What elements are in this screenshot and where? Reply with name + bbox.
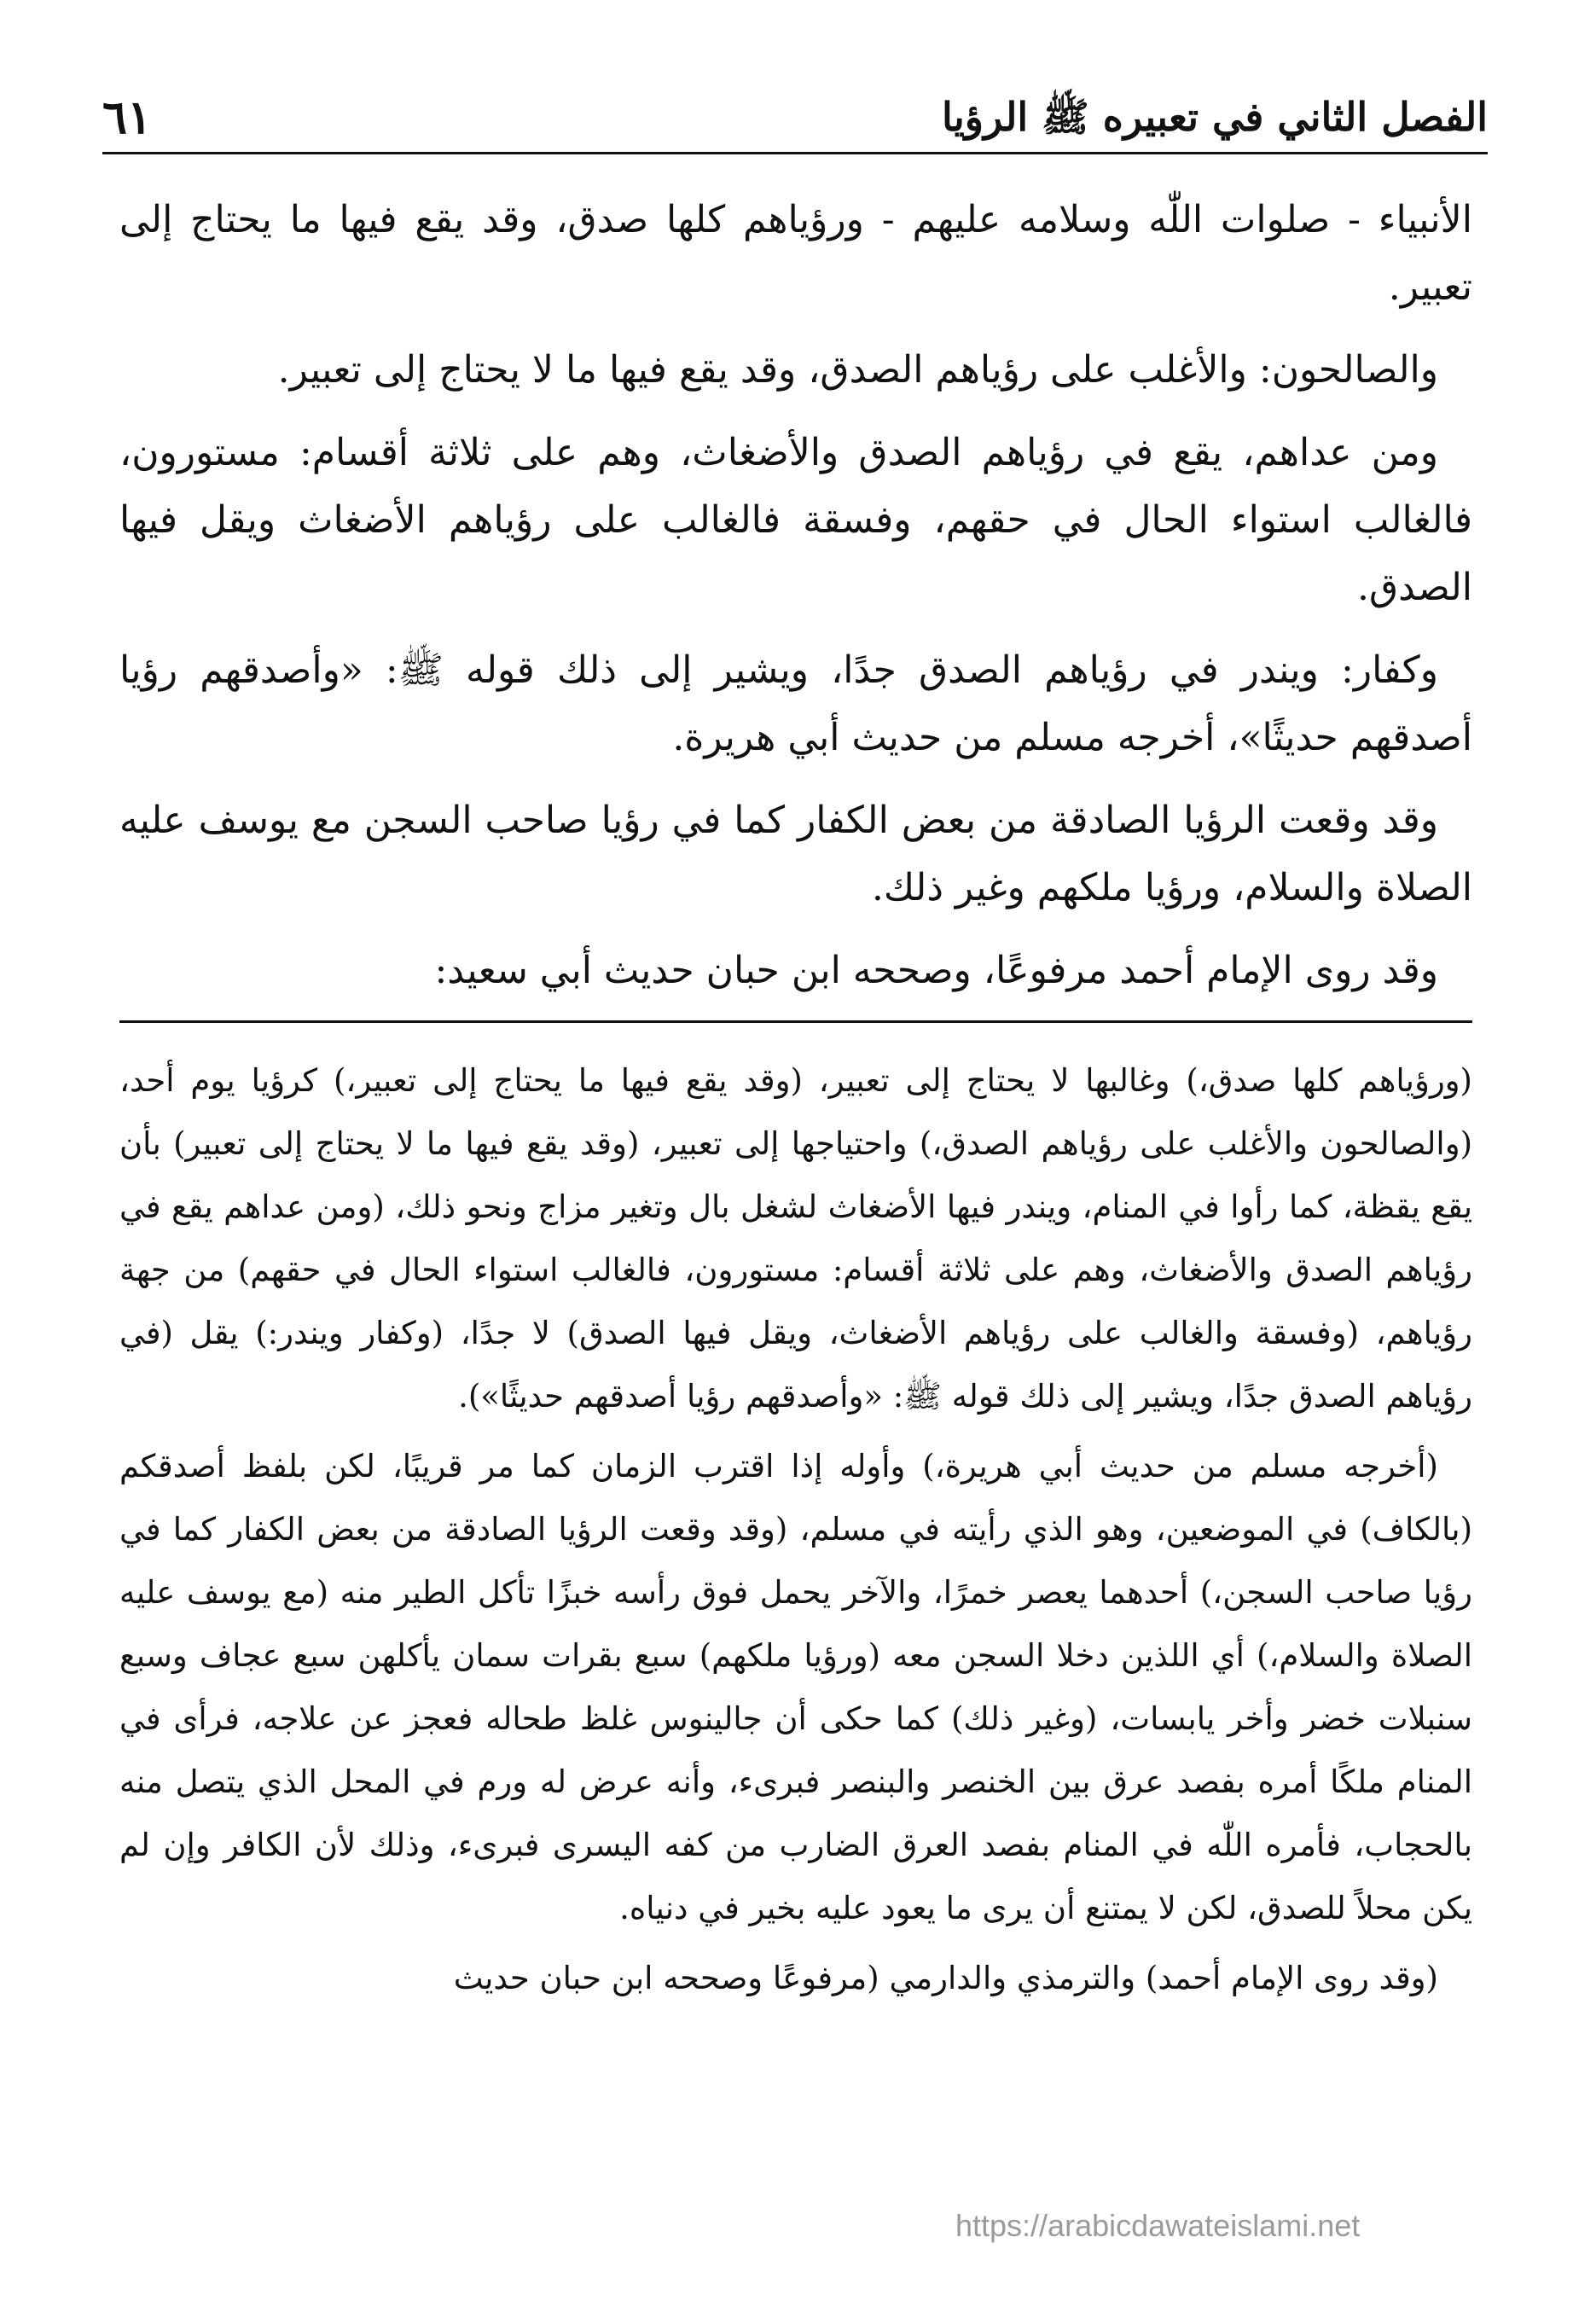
chapter-title: الفصل الثاني في تعبيره ﷺ الرؤيا [941, 94, 1488, 140]
commentary-text [119, 1049, 1472, 2017]
commentary-paragraph: (ورؤياهم كلها صدق،) وغالبها لا يحتاج إلى تعبير، (وقد يقع فيها ما يحتاج إلى تعبير،) كرؤيا يوم أحد، (والصالحون والأغلب على رؤياهم الصدق،) واحتياجها إلى تعبير، (وقد يقع فيها ما لا يحتاج إلى تعبير) بأن يقع يقظة، كما رأوا في المنام، ويندر فيها الأضغاث لشغل بال وتغير مزاج ونحو ذلك، (ومن عداهم يقع في رؤياهم الصدق والأضغاث، وهم على ثلاثة أقسام: مستورون، فالغالب استواء الحال في حقهم) من جهة رؤياهم، (وفسقة والغالب على رؤياهم الأضغاث، ويقل فيها الصدق) لا جدًا، (وكفار ويندر:) يقل (في رؤياهم الصدق جدًا، ويشير إلى ذلك قوله ﷺ: «وأصدقهم رؤيا أصدقهم حديثًا»). [119, 1062, 1472, 1415]
watermark-url: https://arabicdawateislami.net [955, 2208, 1361, 2243]
commentary-paragraph: (وقد روى الإمام أحمد) والترمذي والدارمي (مرفوعًا وصححه ابن حبان حديث [453, 1960, 1438, 1996]
main-paragraph: وقد وقعت الرؤيا الصادقة من بعض الكفار كما في رؤيا صاحب السجن مع يوسف عليه الصلاة والسلام، ورؤيا ملكهم وغير ذلك. [119, 799, 1472, 909]
main-paragraph: والصالحون: والأغلب على رؤياهم الصدق، وقد يقع فيها ما لا يحتاج إلى تعبير. [277, 348, 1438, 392]
page-number: ٦١ [102, 90, 153, 144]
section-divider [119, 1020, 1472, 1023]
main-paragraph: وكفار: ويندر في رؤياهم الصدق جدًا، ويشير إلى ذلك قوله ﷺ: «وأصدقهم رؤيا أصدقهم حديثًا»، أخرجه مسلم من حديث أبي هريرة. [119, 648, 1472, 759]
main-paragraph: الأنبياء - صلوات اللّٰه وسلامه عليهم - ورؤياهم كلها صدق، وقد يقع فيها ما يحتاج إلى تعبير. [119, 198, 1472, 309]
main-text [119, 186, 1472, 1020]
commentary-paragraph: (أخرجه مسلم من حديث أبي هريرة،) وأوله إذا اقترب الزمان كما مر قريبًا، لكن بلفظ أصدقكم (بالكاف) في الموضعين، وهو الذي رأيته في مسلم، (وقد وقعت الرؤيا الصادقة من بعض الكفار كما في رؤيا صاحب السجن،) أحدهما يعصر خمرًا، والآخر يحمل فوق رأسه خبزًا تأكل الطير منه (مع يوسف عليه الصلاة والسلام،) أي اللذين دخلا السجن معه (ورؤيا ملكهم) سبع بقرات سمان يأكلهن سبع عجاف وسبع سنبلات خضر وأخر يابسات، (وغير ذلك) كما حكى أن جالينوس غلظ طحاله فعجز عن علاجه، فرأى في المنام ملكًا أمره بفصد عرق بين الخنصر والبنصر فبرىء، وأنه عرض له ورم في المحل الذي يتصل منه بالحجاب، فأمره اللّٰه في المنام بفصد العرق الضارب من كفه اليسرى فبرىء، وذلك لأن الكافر وإن لم يكن محلاً للصدق، لكن لا يمتنع أن يرى ما يعود عليه بخير في دنياه. [119, 1448, 1472, 1926]
main-paragraph: ومن عداهم، يقع في رؤياهم الصدق والأضغاث، وهم على ثلاثة أقسام: مستورون، فالغالب استواء الحال في حقهم، وفسقة فالغالب على رؤياهم الأضغاث ويقل فيها الصدق. [119, 431, 1472, 609]
page-header [102, 84, 1488, 154]
main-paragraph: وقد روى الإمام أحمد مرفوعًا، وصححه ابن حبان حديث أبي سعيد: [434, 949, 1438, 992]
